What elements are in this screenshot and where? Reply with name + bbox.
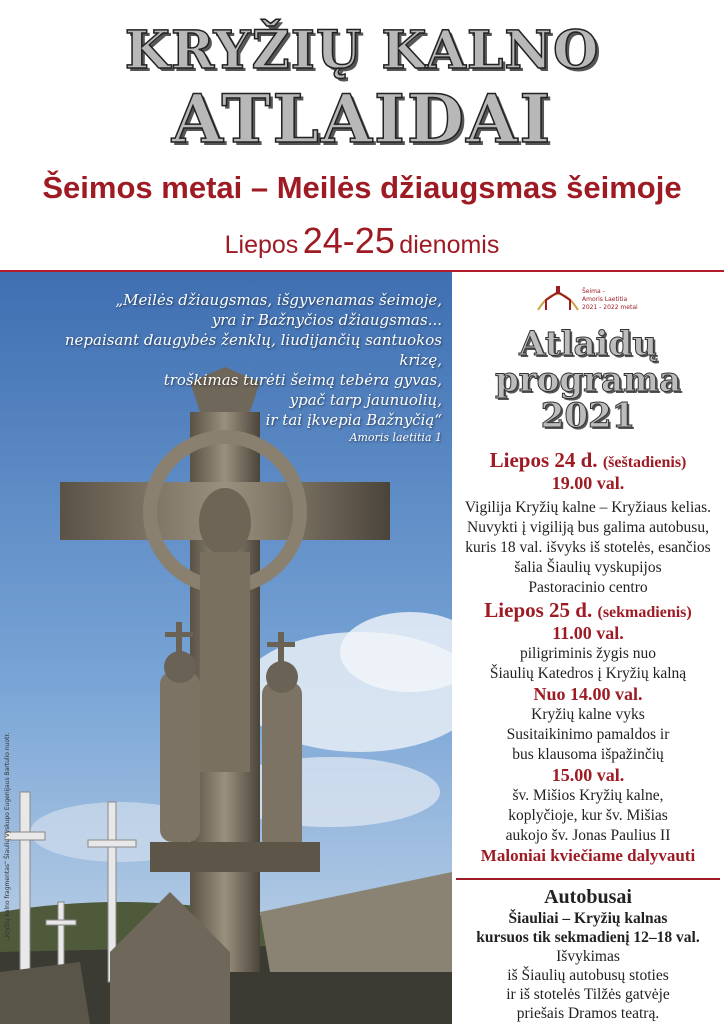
day1-text: Nuvykti į vigiliją bus galima autobusu, bbox=[467, 519, 709, 536]
day2-time-2: Nuo 14.00 val. bbox=[533, 684, 643, 704]
bus-heading: Autobusai bbox=[544, 886, 632, 908]
day2-text: Susitaikinimo pamaldos ir bbox=[506, 726, 670, 743]
subtitle: Šeimos metai – Meilės džiaugsmas šeimoje bbox=[42, 170, 682, 205]
program-column bbox=[452, 272, 724, 1024]
invitation: Maloniai kviečiame dalyvauti bbox=[480, 846, 696, 865]
day2-text: šv. Mišios Kryžių kalne, bbox=[512, 787, 664, 804]
bus-info bbox=[452, 886, 724, 1023]
dates-days: 24-25 bbox=[302, 220, 395, 261]
day2-block bbox=[452, 598, 724, 846]
quote-line: nepaisant daugybės ženklų, liudijančių santuokos krizę, bbox=[64, 331, 442, 369]
day2-date: Liepos 25 d. bbox=[484, 598, 593, 622]
dates-line bbox=[0, 220, 724, 262]
quote-source: Amoris laetitia 1 bbox=[349, 431, 442, 444]
day2-time-1: 11.00 val. bbox=[552, 623, 624, 643]
family-year-logo bbox=[536, 284, 646, 328]
bus-route: Šiauliai – Kryžių kalnas bbox=[508, 910, 668, 927]
quote-line: ypač tarp jaunuolių, bbox=[289, 391, 442, 409]
day1-block bbox=[452, 448, 724, 598]
quote-block bbox=[30, 290, 442, 446]
day2-text: koplyčioje, kur šv. Mišias bbox=[508, 807, 668, 824]
logo-line-3: 2021 - 2022 metai bbox=[582, 304, 638, 311]
bus-text: ir iš stotelės Tilžės gatvėje bbox=[506, 986, 670, 1003]
day1-date: Liepos 24 d. bbox=[489, 448, 598, 472]
day2-text: Kryžių kalne vyks bbox=[531, 706, 645, 723]
day1-time: 19.00 val. bbox=[551, 473, 625, 493]
day2-time-3: 15.00 val. bbox=[551, 765, 625, 785]
logo-line-1: Šeima - bbox=[582, 288, 605, 295]
quote-line: „Meilės džiaugsmas, išgyvenamas šeimoje, bbox=[115, 291, 442, 309]
bus-text: iš Šiaulių autobusų stoties bbox=[507, 967, 669, 984]
dates-suffix: dienomis bbox=[399, 231, 500, 259]
day2-text: piligriminis žygis nuo bbox=[519, 645, 657, 662]
day2-text: aukojo šv. Jonas Paulius II bbox=[505, 827, 671, 844]
bus-divider bbox=[456, 878, 720, 880]
title-line-1: KRYŽIŲ KALNO bbox=[124, 20, 600, 81]
bus-text: Išvykimas bbox=[556, 948, 620, 965]
dates-prefix: Liepos bbox=[224, 231, 299, 259]
day2-heading bbox=[452, 598, 724, 623]
quote-line: troškimas turėti šeimą tebėra gyvas, bbox=[163, 371, 442, 389]
day2-text: bus klausoma išpažinčių bbox=[512, 746, 664, 763]
church-logo-icon bbox=[536, 284, 580, 314]
day1-text: šalia Šiaulių vyskupijos bbox=[514, 559, 662, 576]
logo-line-2: Amoris Laetitia bbox=[582, 296, 628, 303]
day1-heading bbox=[452, 448, 724, 473]
day2-text: Šiaulių Katedros į Kryžių kalną bbox=[489, 665, 687, 682]
bus-schedule: kursuos tik sekmadienį 12–18 val. bbox=[476, 929, 700, 946]
bus-text: priešais Dramos teatrą. bbox=[516, 1005, 660, 1022]
quote-line: yra ir Bažnyčios džiaugsmas... bbox=[211, 311, 442, 329]
photo-credit: „Kryžių kalno fragmentas“ Šiaulių vyskupo Eugenijaus Bartulio nuotr. bbox=[4, 732, 11, 940]
program-title-1: Atlaidų bbox=[519, 324, 657, 364]
title-line-2: ATLAIDAI bbox=[171, 80, 553, 158]
day1-text: Vigilija Kryžių kalne – Kryžiaus kelias. bbox=[464, 499, 712, 516]
day1-text: Pastoracinio centro bbox=[528, 579, 648, 596]
day1-weekday: (šeštadienis) bbox=[602, 454, 687, 471]
quote-line: ir tai įkvepia Bažnyčią“ bbox=[265, 411, 442, 429]
program-title-2: programa bbox=[494, 360, 682, 400]
program-title-3: 2021 bbox=[540, 396, 636, 436]
day1-text: kuris 18 val. išvyks iš stotelės, esančios bbox=[465, 539, 711, 556]
day2-weekday: (sekmadienis) bbox=[597, 604, 692, 621]
